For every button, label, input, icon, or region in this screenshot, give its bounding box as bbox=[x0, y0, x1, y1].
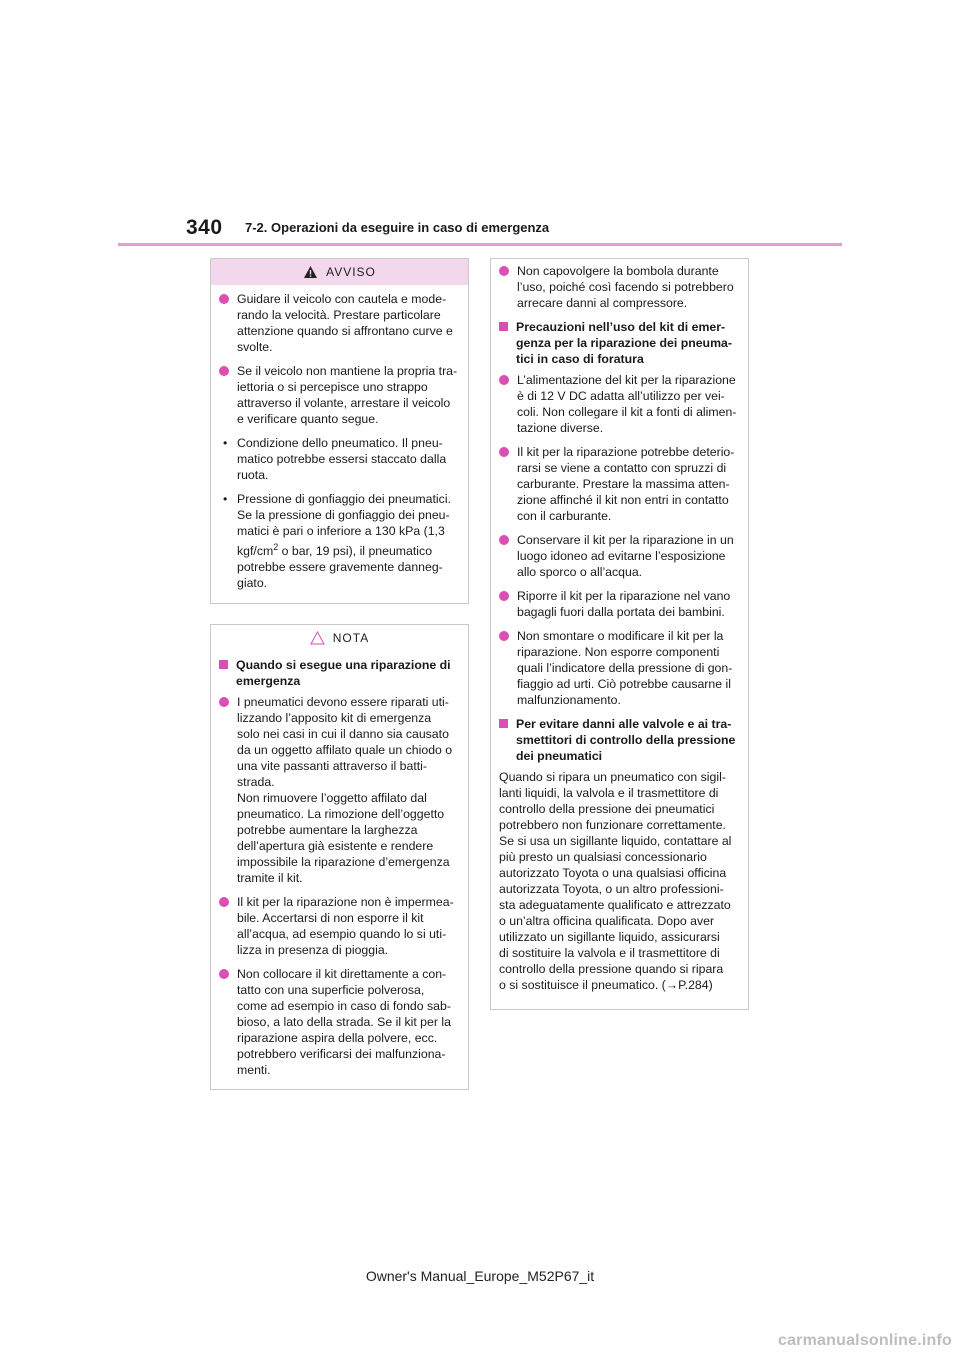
list-item bbox=[219, 894, 458, 958]
section-heading bbox=[499, 319, 738, 367]
bullet-dot bbox=[499, 447, 509, 457]
page-reference-link[interactable]: P.284) bbox=[678, 978, 713, 992]
bullet-dot bbox=[219, 969, 229, 979]
sub-list-item bbox=[223, 435, 458, 483]
heading-square bbox=[219, 660, 228, 669]
page-number: 340 bbox=[186, 216, 223, 239]
bullet-dot bbox=[219, 697, 229, 707]
list-item bbox=[499, 628, 738, 708]
sub-item-text: Condizione dello pneumatico. Il pneu- matico potrebbe essersi staccato dalla ruota. bbox=[237, 436, 447, 482]
list-item bbox=[219, 966, 458, 1078]
heading-square bbox=[499, 719, 508, 728]
footer-text: Owner's Manual_Europe_M52P67_it bbox=[365, 1268, 595, 1284]
section-heading bbox=[219, 657, 458, 689]
bullet-text: Non capovolgere la bombola durante l’uso, poiché così facendo si potrebbero arrecare danni al compressore. bbox=[517, 264, 734, 310]
heading-text: Per evitare danni alle valvole e ai tra- smettitori di controllo della pressione dei pneumatici bbox=[516, 717, 736, 763]
list-item bbox=[499, 444, 738, 524]
list-item bbox=[499, 532, 738, 580]
bullet-dot bbox=[499, 631, 509, 641]
pressure-text-continued: o bar, 19 psi), il pneumatico potrebbe essere gravemente danneg- giato. bbox=[237, 544, 443, 591]
bullet-text: Non smontare o modificare il kit per la riparazione. Non esporre componenti quali l’indicatore della pressione di gon- fiaggio ad urti. Ciò potrebbe causarne il malfunzionamento. bbox=[517, 629, 733, 707]
sub-item-text bbox=[237, 491, 458, 591]
bullet-text: L’alimentazione del kit per la riparazione è di 12 V DC adatta all’utilizzo per vei- coli. Non collegare il kit a fonti di alimen- tazione diverse. bbox=[517, 373, 737, 435]
sub-bullet-mark: • bbox=[223, 436, 228, 450]
arrow-icon: → bbox=[665, 978, 679, 992]
list-item bbox=[499, 372, 738, 436]
note-title: NOTA bbox=[332, 631, 370, 645]
list-item bbox=[499, 263, 738, 311]
bullet-text: Se il veicolo non mantiene la propria tra- iettoria o si percepisce uno strappo attraverso il volante, arrestare il veicolo e verificare quanto segue. bbox=[237, 364, 458, 426]
bullet-dot bbox=[219, 366, 229, 376]
bullet-text: I pneumatici devono essere riparati uti- lizzando l’apposito kit di emergenza solo nei casi in cui il danno sia causato da un oggetto affilato quale un chiodo o una vite passanti attraverso il batti- strada. Non rimuovere l’oggetto affilato dal pneumatico. La rimozione dell’oggetto potrebbe aumentare la larghezza dell’apertura già esistente e rendere impossibile la riparazione d’emergenza tramite il kit. bbox=[237, 695, 453, 885]
pressure-text: Pressione di gonfiaggio dei pneumatici. Se la pressione di gonfiaggio dei pneu- matici è pari o inferiore a 130 kPa (1,3 kgf/cm bbox=[237, 492, 451, 559]
section-title: 7-2. Operazioni da eseguire in caso di emergenza bbox=[245, 220, 550, 235]
heading-text: Precauzioni nell’uso del kit di emer- genza per la riparazione dei pneuma- tici in caso di foratura bbox=[516, 320, 732, 366]
bullet-text: Conservare il kit per la riparazione in un luogo idoneo ad evitarne l’esposizione allo sporco o all’acqua. bbox=[517, 533, 734, 579]
bullet-text: Riporre il kit per la riparazione nel vano bagagli fuori dalla portata dei bambini. bbox=[517, 589, 731, 619]
list-item bbox=[499, 588, 738, 620]
superscript: 2 bbox=[273, 542, 279, 552]
warning-triangle-icon bbox=[303, 265, 318, 279]
paragraph bbox=[499, 769, 738, 993]
heading-square bbox=[499, 322, 508, 331]
caution-outline-icon bbox=[310, 631, 325, 645]
watermark: carmanualsonline.info bbox=[777, 1332, 952, 1349]
header-rule bbox=[118, 243, 842, 246]
bullet-dot bbox=[499, 535, 509, 545]
note-box-continued bbox=[490, 258, 749, 1010]
bullet-dot bbox=[499, 266, 509, 276]
sub-list-item bbox=[223, 491, 458, 591]
note-box bbox=[210, 624, 469, 1090]
bullet-text: Guidare il veicolo con cautela e mode- rando la velocità. Prestare particolare attenzione quando si affrontano curve e svolte. bbox=[237, 292, 453, 354]
heading-text: Quando si esegue una riparazione di emergenza bbox=[236, 658, 451, 688]
bullet-dot bbox=[499, 591, 509, 601]
warning-title: AVVISO bbox=[326, 265, 376, 279]
bullet-text: Non collocare il kit direttamente a con- tatto con una superficie polverosa, come ad esempio in caso di fondo sab- bioso, a lato della strada. Se il kit per la riparazione aspira della polvere, ecc. potrebbero verificarsi dei malfunziona- menti. bbox=[237, 967, 451, 1077]
bullet-text: Il kit per la riparazione non è impermea- bile. Accertarsi di non esporre il kit all’acqua, ad esempio quando lo si uti- lizza in presenza di pioggia. bbox=[237, 895, 454, 957]
list-item bbox=[219, 363, 458, 427]
bullet-dot bbox=[219, 294, 229, 304]
bullet-text: Il kit per la riparazione potrebbe deterio- rarsi se viene a contatto con spruzzi di carburante. Prestare la massima atten- zione affinché il kit non entri in contatto con il carburante. bbox=[517, 445, 735, 523]
bullet-dot bbox=[219, 897, 229, 907]
warning-title-bar bbox=[211, 259, 468, 285]
list-item bbox=[219, 291, 458, 355]
bullet-dot bbox=[499, 375, 509, 385]
warning-box bbox=[210, 258, 469, 604]
list-item bbox=[219, 694, 458, 886]
note-title-bar bbox=[211, 625, 468, 651]
sub-bullet-mark: • bbox=[223, 492, 228, 506]
paragraph-text: Quando si ripara un pneumatico con sigil- lanti liquidi, la valvola e il trasmettitore di controllo della pressione dei pneumatici potrebbero non funzionare correttamente. Se si usa un sigillante liquido, contattare al più presto un qualsiasi concessionario autorizzato Toyota o una qualsiasi officina autorizzata Toyota, o un altro professioni- sta adeguatamente qualificato e attrezzato o un’altra officina qualificata. Dopo aver utilizzato un sigillante liquido, assicurarsi di sostituire la valvola e il trasmettitore di controllo della pressione quando si ripara o si sostituisce il pneumatico. ( bbox=[499, 770, 732, 992]
section-heading bbox=[499, 716, 738, 764]
